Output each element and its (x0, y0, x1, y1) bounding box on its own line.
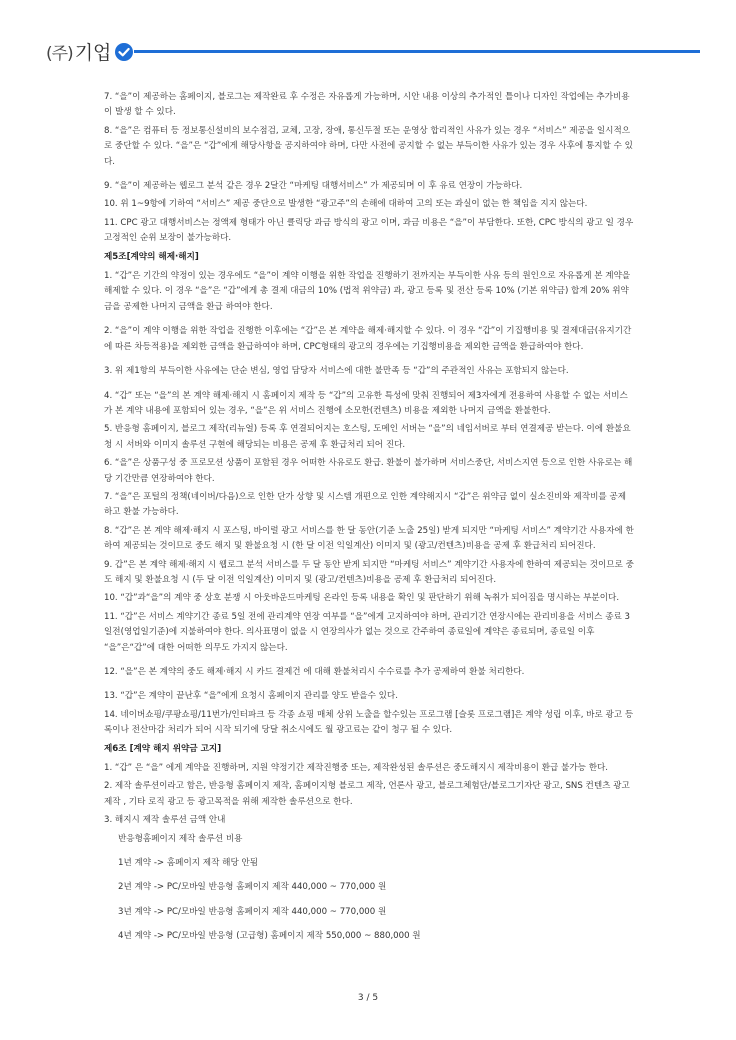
art5-clause-8: 8. “갑”은 본 계약 해제·해지 시 포스팅, 바이럴 광고 서비스를 한 달 동안(기준 노출 25일) 받게 되지만 “마케팅 서비스” 계약기간 사용자에 한하여 제공되는 것이므로 중도 해지 및 환불요청 시 (한 달 이전 익일계산) 이미지 및 (광고/컨텐츠)비용을 공제 후 환급처리 되어진다. (104, 525, 634, 552)
art5-clause-9: 9. 갑”은 본 계약 해제·해지 시 웹로그 분석 서비스를 두 달 동안 받게 되지만 “마케팅 서비스” 계약기간 사용자에 한하여 제공되는 것이므로 중도 해지 및 환불요청 시 (두 달 이전 익일계산) 이미지 및 (광고/컨텐츠)비용을 공제 후 환급처리 되어진다. (104, 559, 634, 585)
art5-clause-13: 13. “갑”은 계약이 끝난후 “을”에게 요청시 홈페이지 관리를 양도 받을수 있다. (104, 691, 398, 702)
art5-clause-5: 5. 반응형 홈페이지, 블로그 제작(리뉴얼) 등록 후 연결되어지는 호스팅, 도메인 서버는 “을”의 네임서버로 부터 연결제공 받는다. 이에 환불요청 시 서버와 이미지 솔루션 구현에 해당되는 비용은 공제 후 환급처리 되어 진다. (104, 424, 631, 450)
pricing-item-4: 4년 계약 -> PC/모바일 반응형 (고급형) 홈페이지 제작 550,000 ~ 880,000 원 (118, 931, 421, 942)
art5-clause-1: 1. “갑”은 기간의 약정이 있는 경우에도 “을”이 계약 이행을 위한 작업을 진행하기 전까지는 부득이한 사유 등의 원인으로 자유롭게 본 계약을 해제할 수 있다. 이 경우 “을”은 “갑”에게 총 결제 대금의 10% (법적 위약금) 과, 광고 등록 및 전산 등록 10% (기본 위약금) 합계 20% 위약금을 공제한 나머지 금액을 환급 하여야 한다. (104, 271, 631, 312)
page-header (46, 36, 656, 66)
article-6-heading: 제6조 [계약 해지 위약금 고지] (104, 743, 222, 754)
logo-prefix: (주) (46, 44, 73, 64)
art5-clause-14: 14. 네이버쇼핑/쿠팡쇼핑/11번가/인터파크 등 각종 쇼핑 매체 상위 노출을 할수있는 프로그램 [슬롯 프로그램]은 계약 성립 이후, 바로 광고 등록이나 전산마감 처리가 되어 시작 되기에 당달 취소시에도 월 광고료는 같이 청구 될 수 있다. (104, 709, 634, 736)
art5-clause-12: 12. “을”은 본 계약의 중도 해제·해지 시 카드 결제건 에 대해 환불처리시 수수료를 추가 공제하여 환불 처리한다. (104, 667, 525, 677)
art5-clause-3: 3. 위 제1항의 부득이한 사유에는 단순 변심, 영업 담당자 서비스에 대한 불만족 등 “갑”의 주관적인 사유는 포함되지 않는다. (104, 366, 569, 377)
clause-7: 7. “을”이 제공하는 홈페이지, 블로그는 제작완료 후 수정은 자유롭게 가능하며, 시안 내용 이상의 추가적인 틀이나 디자인 작업에는 추가비용이 발생 할 수 있다. (104, 92, 630, 118)
article-5-heading: 제5조[계약의 해제·해지] (104, 251, 199, 262)
art5-clause-10: 10. “갑”과“을”의 계약 중 상호 분쟁 시 아웃바운드마케팅 온라인 등록 내용을 확인 및 판단하기 위해 녹취가 되어짐을 명시하는 부분이다. (104, 593, 620, 604)
company-logo (46, 38, 134, 65)
pricing-title: 반응형홈페이지 제작 솔루션 비용 (118, 833, 243, 844)
art6-clause-3: 3. 해지시 제작 솔루션 금액 안내 (104, 815, 226, 826)
art6-clause-1: 1. “갑” 은 “을” 에게 계약을 진행하며, 지원 약정기간 제작진행중 또는, 제작완성된 솔루션은 중도해지시 제작비용이 환급 불가능 한다. (104, 763, 609, 774)
clause-9: 9. “을”이 제공하는 웹로그 분석 같은 경우 2달간 “마케팅 대행서비스” 가 제공되며 이 후 유료 연장이 가능하다. (104, 181, 523, 192)
art6-clause-2: 2. 제작 솔루션이라고 함은, 반응형 홈페이지 제작, 홈페이지형 블로그 제작, 언론사 광고, 블로그체험단/블로그기자단 광고, SNS 컨텐츠 광고 제작 , 기타 로직 광고 등 광고목적을 위해 제작한 솔루션으로 한다. (104, 781, 630, 807)
document-body (104, 90, 634, 954)
clause-10: 10. 위 1~9항에 기하여 “서비스” 제공 중단으로 발생한 “광고주”의 손해에 대하여 고의 또는 과실이 없는 한 책임을 지지 않는다. (104, 199, 588, 210)
pricing-item-1: 1년 계약 -> 홈페이지 제작 해당 안됨 (118, 858, 259, 869)
art5-clause-4: 4. “갑” 또는 “을”의 본 계약 해제·해지 시 홈페이지 제작 등 “갑”의 고유한 특성에 맞춰 진행되어 제3자에게 전용하여 사용할 수 없는 서비스가 본 계약 내용에 포함되어 있는 경우, “을”은 위 서비스 진행에 소모한(컨텐츠) 비용을 제외한 나머지 금액을 환불한다. (104, 390, 628, 416)
clause-11: 11. CPC 광고 대행서비스는 정액제 형태가 아닌 클릭당 과금 방식의 광고 이며, 과금 비용은 “을”이 부담한다. 또한, CPC 방식의 광고 일 경우 고정적인 순위 보장이 불가능하다. (104, 217, 634, 244)
art5-clause-6: 6. “을”은 상품구성 중 프로모션 상품이 포함된 경우 어떠한 사유로도 환급. 환불이 불가하며 서비스중단, 서비스지연 등으로 인한 사유로는 해당 기간만큼 연장하여야 한다. (104, 458, 633, 484)
clause-8: 8. “을”은 컴퓨터 등 정보통신설비의 보수점검, 교체, 고장, 장애, 통신두절 또는 운영상 합리적인 사유가 있는 경우 “서비스” 제공을 일시적으로 중단할 수 있다. “을”은 “갑”에게 해당사항을 공지하여야 하며, 다만 사전에 공지할 수 없는 부득이한 사유가 있는 경우 사후에 통지할 수 있다. (104, 125, 633, 167)
art5-clause-2: 2. “을”이 계약 이행을 위한 작업을 진행한 이후에는 “갑”은 본 계약을 해제·해지할 수 있다. 이 경우 “갑”이 기집행비용 및 결제대금(유지기간에 따른 차등적용)을 제외한 금액을 환급하여야 하며, CPC형태의 광고의 경우에는 기집행비용을 제외한 금액을 환급하여야 한다. (104, 326, 632, 352)
art5-clause-11: 11. “갑”은 서비스 계약기간 종료 5일 전에 관리계약 연장 여부를 “을”에게 고지하여야 하며, 관리기간 연장시에는 관리비용을 서비스 종료 3일전(영업일기준)에 지불하여야 한다. 의사표명이 없을 시 연장의사가 없는 것으로 간주하여 종료일에 계약은 종료되며, 종료일 이후 “을”은“갑”에 대한 어떠한 의무도 가지지 않는다. (104, 611, 630, 653)
verified-check-icon (114, 42, 134, 62)
pricing-item-3: 3년 계약 -> PC/모바일 반응형 홈페이지 제작 440,000 ~ 770,000 원 (118, 906, 387, 917)
art5-clause-7: 7. “을”은 포털의 정책(네이버/다음)으로 인한 단가 상향 및 시스템 개편으로 인한 계약해지시 “갑”은 위약금 없이 실소진비와 제작비를 공제하고 환불 가능하다. (104, 491, 627, 518)
logo-text: 기업 (74, 42, 112, 64)
page-number: 3 / 5 (357, 993, 379, 1003)
pricing-list (104, 832, 634, 945)
pricing-item-2: 2년 계약 -> PC/모바일 반응형 홈페이지 제작 440,000 ~ 770,000 원 (118, 882, 387, 893)
header-rule (134, 50, 700, 53)
